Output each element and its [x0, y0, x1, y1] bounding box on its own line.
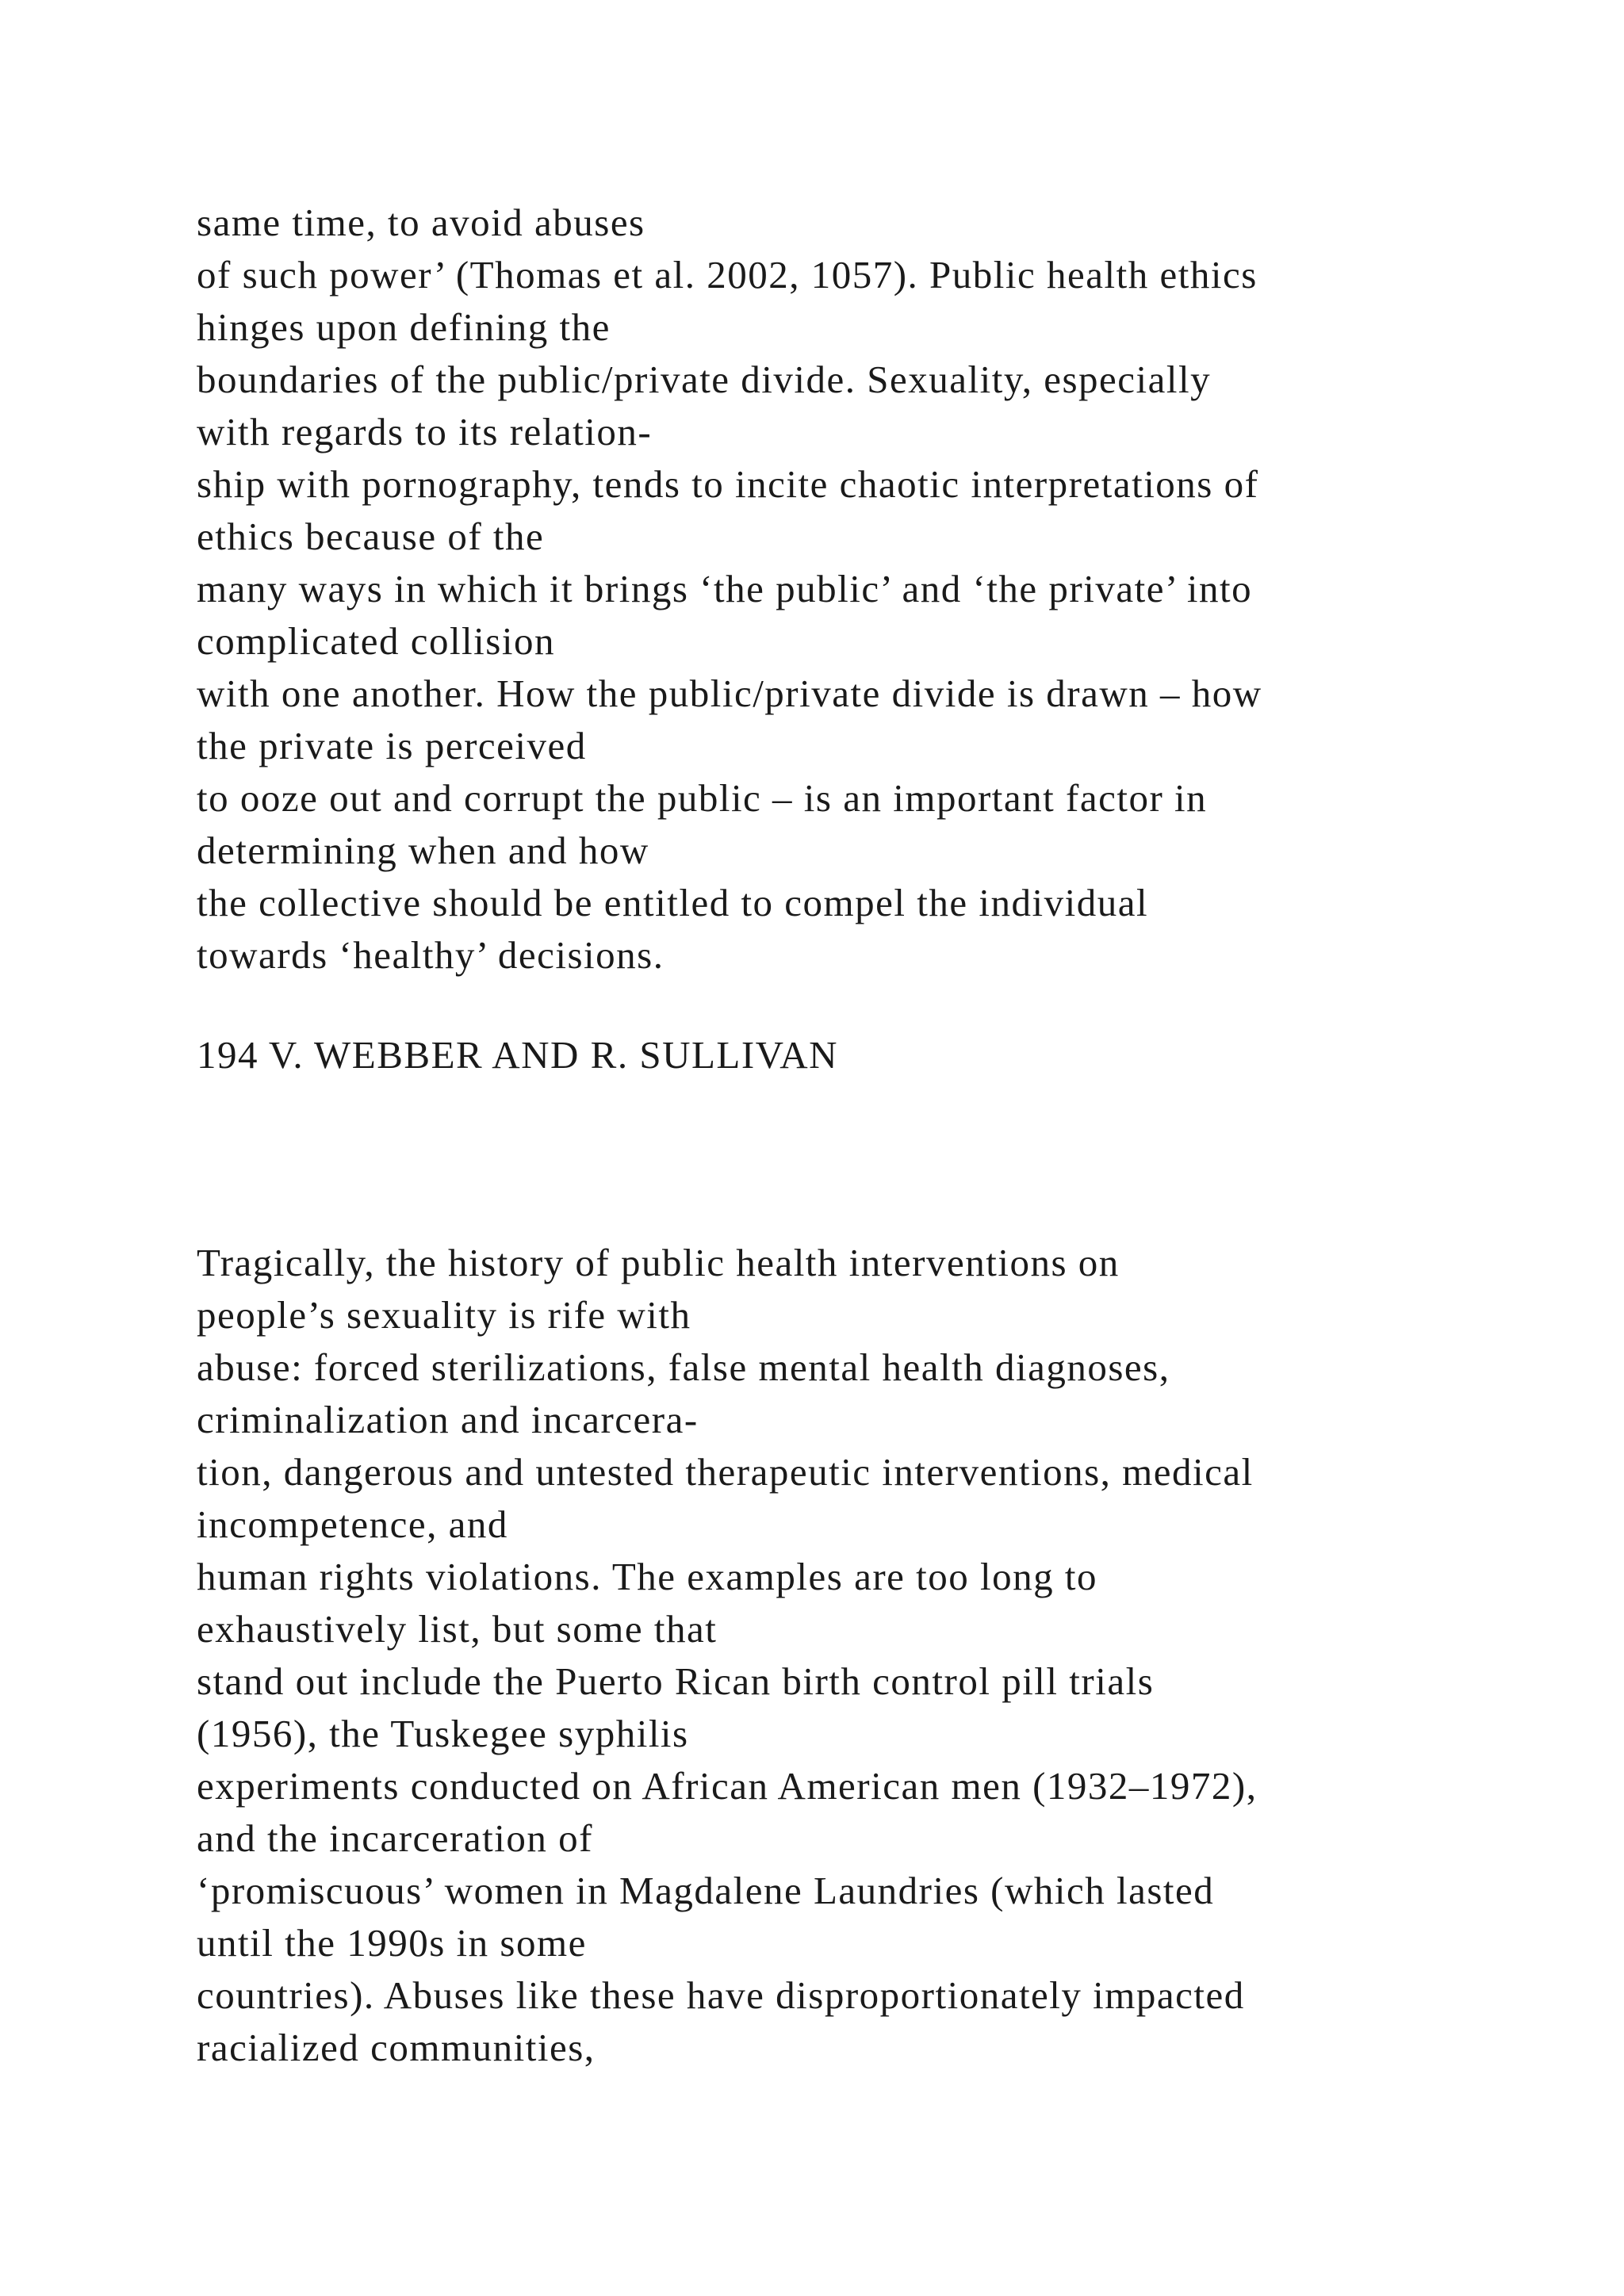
text-line: Tragically, the history of public health interventions on: [197, 1241, 1120, 1284]
text-line: the collective should be entitled to compel the individual: [197, 881, 1149, 924]
text-line: of such power’ (Thomas et al. 2002, 1057). Public health ethics: [197, 253, 1258, 297]
text-line: stand out include the Puerto Rican birth control pill trials: [197, 1659, 1155, 1703]
text-line: exhaustively list, but some that: [197, 1607, 718, 1651]
text-line: with regards to its relation-: [197, 410, 653, 453]
text-line: countries). Abuses like these have disproportionately impacted: [197, 1973, 1245, 2017]
text-line: with one another. How the public/private divide is drawn – how: [197, 672, 1262, 715]
text-line: tion, dangerous and untested therapeutic interventions, medical: [197, 1450, 1254, 1494]
text-line: ‘promiscuous’ women in Magdalene Laundries (which lasted: [197, 1869, 1215, 1912]
running-header: [197, 1029, 1545, 1081]
text-line: experiments conducted on African American men (1932–1972),: [197, 1764, 1258, 1808]
paragraph-history-of-abuse: [197, 1237, 1545, 2074]
text-line: complicated collision: [197, 619, 555, 663]
text-line: the private is perceived: [197, 724, 587, 767]
text-line: same time, to avoid abuses: [197, 201, 645, 244]
running-header-text: 194 V. WEBBER AND R. SULLIVAN: [197, 1033, 839, 1077]
text-line: (1956), the Tuskegee syphilis: [197, 1712, 689, 1755]
text-line: people’s sexuality is rife with: [197, 1293, 691, 1337]
text-line: human rights violations. The examples are too long to: [197, 1555, 1097, 1598]
text-line: until the 1990s in some: [197, 1921, 587, 1965]
text-line: ship with pornography, tends to incite chaotic interpretations of: [197, 462, 1259, 506]
text-line: ethics because of the: [197, 515, 545, 558]
text-line: determining when and how: [197, 828, 649, 872]
text-line: hinges upon defining the: [197, 305, 611, 349]
text-line: racialized communities,: [197, 2026, 596, 2069]
text-line: towards ‘healthy’ decisions.: [197, 933, 665, 977]
text-line: and the incarceration of: [197, 1816, 593, 1860]
text-line: incompetence, and: [197, 1502, 508, 1546]
text-line: boundaries of the public/private divide. Sexuality, especially: [197, 358, 1212, 401]
text-line: to ooze out and corrupt the public – is an important factor in: [197, 776, 1208, 820]
text-line: abuse: forced sterilizations, false mental health diagnoses,: [197, 1345, 1170, 1389]
text-line: many ways in which it brings ‘the public’ and ‘the private’ into: [197, 567, 1253, 610]
text-line: criminalization and incarcera-: [197, 1398, 699, 1441]
paragraph-public-health-ethics: [197, 197, 1545, 982]
